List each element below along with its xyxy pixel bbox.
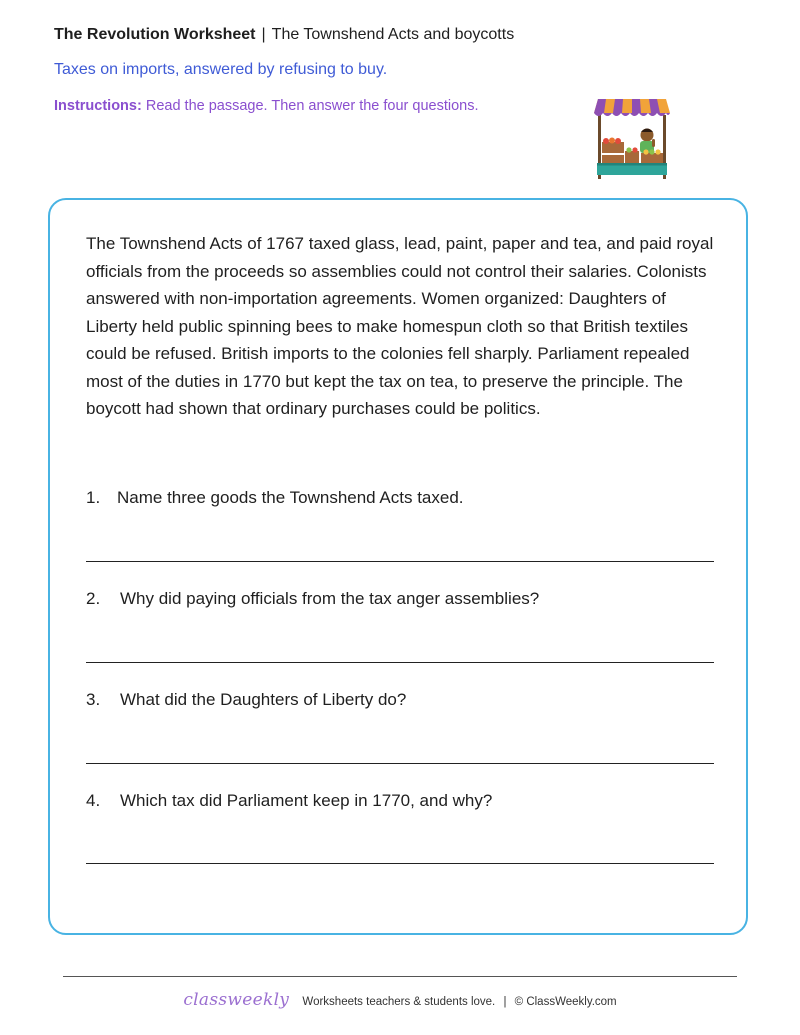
footer-divider <box>63 976 737 977</box>
market-stall-icon <box>589 95 675 181</box>
question-number: 2. <box>86 589 101 608</box>
footer-tagline: Worksheets teachers & students love. <box>302 996 496 1008</box>
question-text: What did the Daughters of Liberty do? <box>120 690 407 709</box>
question-text: Why did paying officials from the tax anger assemblies? <box>120 589 540 608</box>
question-number: 1. <box>86 488 101 507</box>
question-1 <box>86 488 464 508</box>
answer-line-1[interactable] <box>86 561 714 562</box>
brand-logo: classweekly <box>183 990 290 1010</box>
footer-separator: | <box>503 996 507 1008</box>
instructions-text: Read the passage. Then answer the four questions. <box>145 98 479 114</box>
answer-line-2[interactable] <box>86 662 714 663</box>
answer-line-3[interactable] <box>86 763 714 764</box>
footer-copyright: © ClassWeekly.com <box>514 996 617 1008</box>
question-4 <box>86 791 492 811</box>
worksheet-name: The Revolution Worksheet <box>54 26 256 43</box>
question-3 <box>86 690 406 710</box>
question-2 <box>86 589 539 609</box>
reading-passage: The Townshend Acts of 1767 taxed glass, lead, paint, paper and tea, and paid royal officials from the proceeds so assemblies could not control their salaries. Colonists answered with non-importation agreements. Women organized: Daughters of Liberty held public spinning bees to make homespun cloth so that British textiles could be refused. British imports to the colonies fell sharply. Parliament repealed most of the duties in 1770 but kept the tax on tea, to preserve the principle. The boycott had shown that ordinary purchases could be politics. <box>86 234 714 418</box>
instructions <box>54 98 479 114</box>
worksheet-subtitle: Taxes on imports, answered by refusing to buy. <box>54 61 388 78</box>
header-separator: | <box>261 26 266 43</box>
question-number: 4. <box>86 791 101 810</box>
question-number: 3. <box>86 690 101 709</box>
instructions-label: Instructions: <box>54 98 142 114</box>
question-text: Name three goods the Townshend Acts taxed. <box>117 488 464 507</box>
worksheet-header <box>54 26 514 44</box>
answer-line-4[interactable] <box>86 863 714 864</box>
footer <box>0 990 800 1010</box>
worksheet-topic: The Townshend Acts and boycotts <box>271 26 515 43</box>
question-text: Which tax did Parliament keep in 1770, and why? <box>120 791 493 810</box>
